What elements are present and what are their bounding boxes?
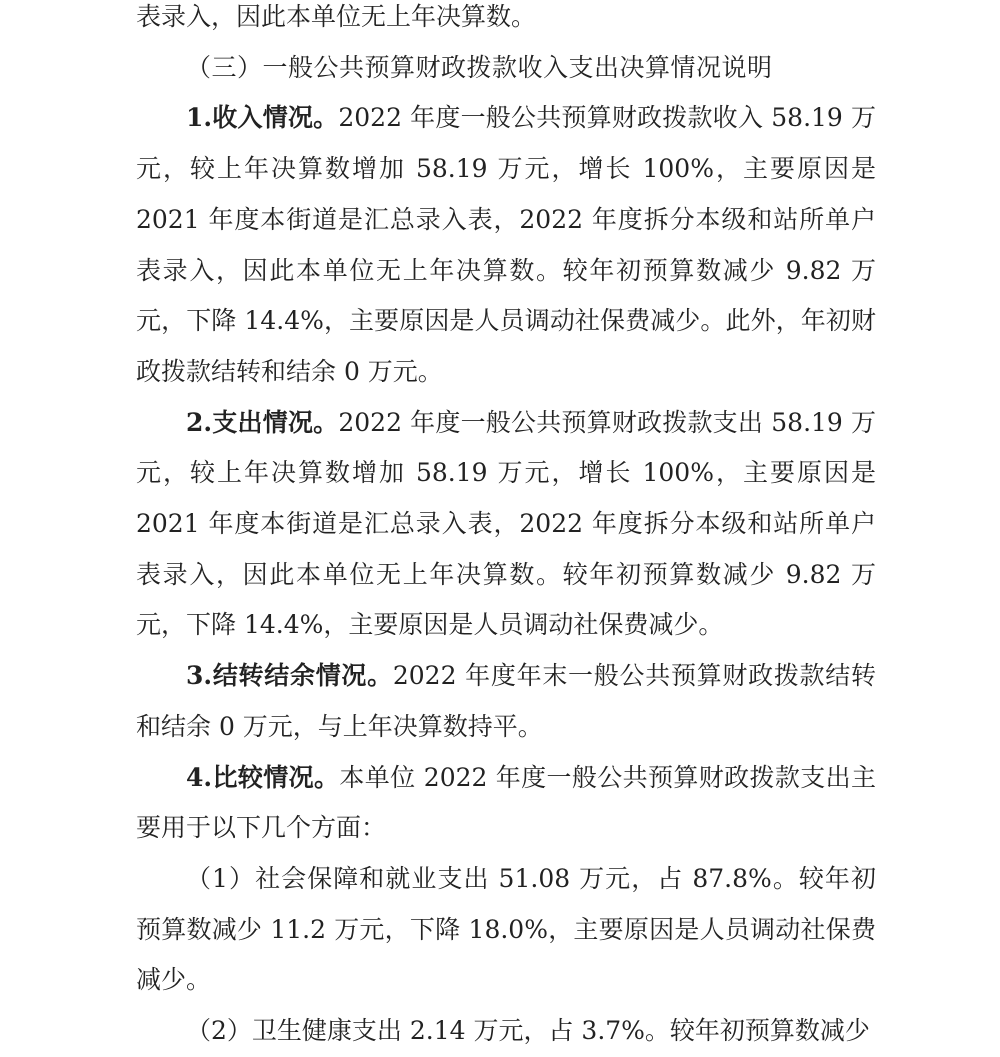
paragraph-lead: 3.结转结余情况。 xyxy=(186,661,393,691)
paragraph-carryover xyxy=(136,651,876,752)
paragraph-text: 2022 年度一般公共预算财政拨款收入 58.19 万元，较上年决算数增加 58.19 万元，增长 100%，主要原因是 2021 年度本街道是汇总录入表，2022 年度拆分本级和站所单户表录入，因此本单位无上年决算数。较年初预算数减少 9.82 万元，下降 14.4%，主要原因是人员调动社保费减少。此外，年初财政拨款结转和结余 0 万元。 xyxy=(136,103,876,386)
list-item-health: （2）卫生健康支出 2.14 万元，占 3.7%。较年初预算数减少 xyxy=(186,1016,870,1046)
document-body xyxy=(136,0,876,1057)
paragraph-lead: 4.比较情况。 xyxy=(186,762,340,792)
paragraph-lead: 1.收入情况。 xyxy=(186,103,339,133)
paragraph-text: 2022 年度一般公共预算财政拨款支出 58.19 万元，较上年决算数增加 58.19 万元，增长 100%，主要原因是 2021 年度本街道是汇总录入表，2022 年度拆分本级和站所单户表录入，因此本单位无上年决算数。较年初预算数减少 9.82 万元，下降 14.4%，主要原因是人员调动社保费减少。 xyxy=(136,407,876,640)
paragraph-expenditure xyxy=(136,398,876,652)
continued-paragraph-fragment: 表录入，因此本单位无上年决算数。 xyxy=(136,2,537,31)
paragraph-lead: 2.支出情况。 xyxy=(186,407,339,437)
paragraph-comparison xyxy=(136,753,876,854)
paragraph-text: 本单位 2022 年度一般公共预算财政拨款支出主要用于以下几个方面： xyxy=(136,762,876,843)
paragraph-income xyxy=(136,93,876,397)
list-item-social-security: （1）社会保障和就业支出 51.08 万元，占 87.8%。较年初预算数减少 11.2 万元，下降 18.0%，主要原因是人员调动社保费减少。 xyxy=(136,863,876,995)
paragraph-text: 2022 年度年末一般公共预算财政拨款结转和结余 0 万元，与上年决算数持平。 xyxy=(136,661,876,741)
section-heading: （三）一般公共预算财政拨款收入支出决算情况说明 xyxy=(186,52,773,82)
